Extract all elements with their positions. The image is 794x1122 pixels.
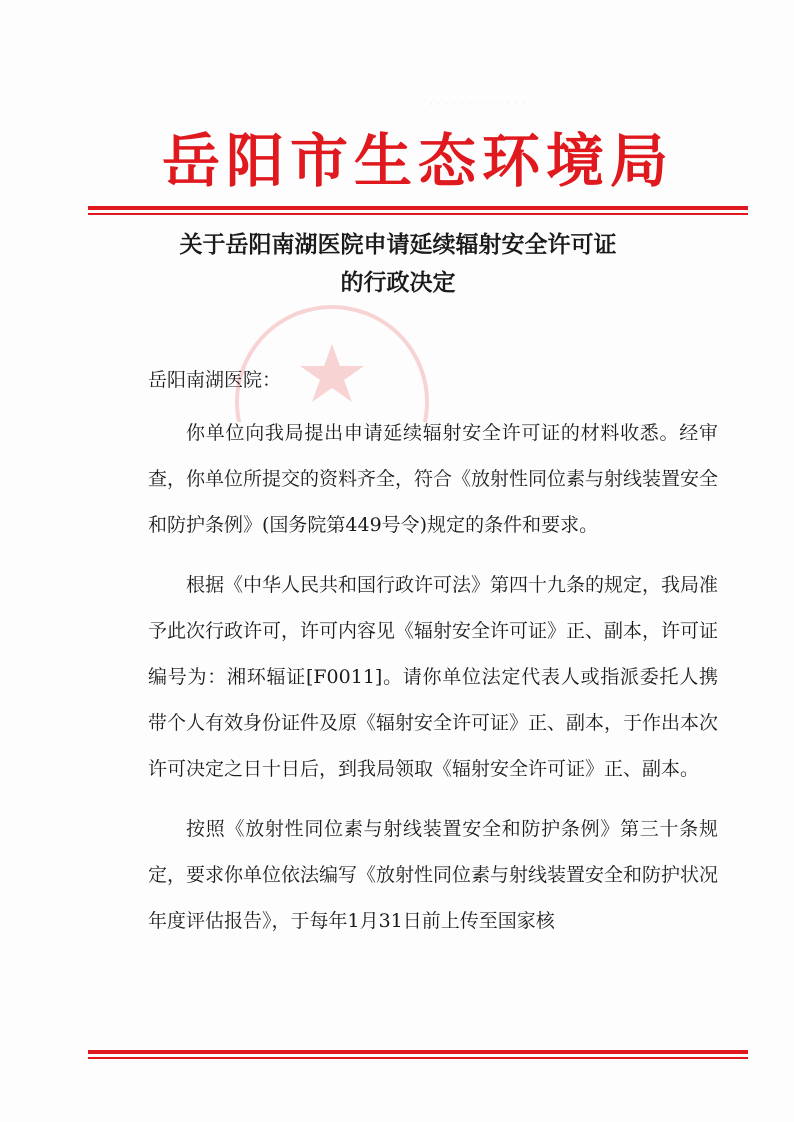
paragraph-2: 根据《中华人民共和国行政许可法》第四十九条的规定，我局准予此次行政许可，许可内容见《辐射安全许可证》正、副本，许可证编号为：湘环辐证[F0011]。请你单位法定代表人或指派委托人携带个人有效身份证件及原《辐射安全许可证》正、副本，于作出本次许可决定之日十日后，到我局领取《辐射安全许可证》正、副本。 xyxy=(148,574,719,780)
official-seal-icon xyxy=(232,282,432,422)
header-divider-thin xyxy=(88,213,748,215)
body-text xyxy=(148,410,718,958)
addressee: 岳阳南湖医院： xyxy=(148,369,282,391)
document-title-line1: 关于岳阳南湖医院申请延续辐射安全许可证 xyxy=(179,232,617,258)
org-header-title: 岳阳市生态环境局 xyxy=(161,127,674,195)
document-title xyxy=(88,226,708,302)
header-divider xyxy=(88,206,748,215)
bleed-through-text: · · · · · · · · · · · · · xyxy=(430,100,527,110)
footer-divider-thick xyxy=(88,1050,748,1054)
footer-divider xyxy=(88,1050,748,1059)
footer-divider-thin xyxy=(88,1057,748,1059)
paragraph-1: 你单位向我局提出申请延续辐射安全许可证的材料收悉。经审查，你单位所提交的资料齐全，符合《放射性同位素与射线装置安全和防护条例》(国务院第449号令)规定的条件和要求。 xyxy=(148,422,719,536)
header-divider-thick xyxy=(88,206,748,210)
paragraph-3: 按照《放射性同位素与射线装置安全和防护条例》第三十条规定，要求你单位依法编写《放射性同位素与射线装置安全和防护状况年度评估报告》，于每年1月31日前上传至国家核 xyxy=(148,818,719,932)
document-title-line2: 的行政决定 xyxy=(340,270,456,296)
